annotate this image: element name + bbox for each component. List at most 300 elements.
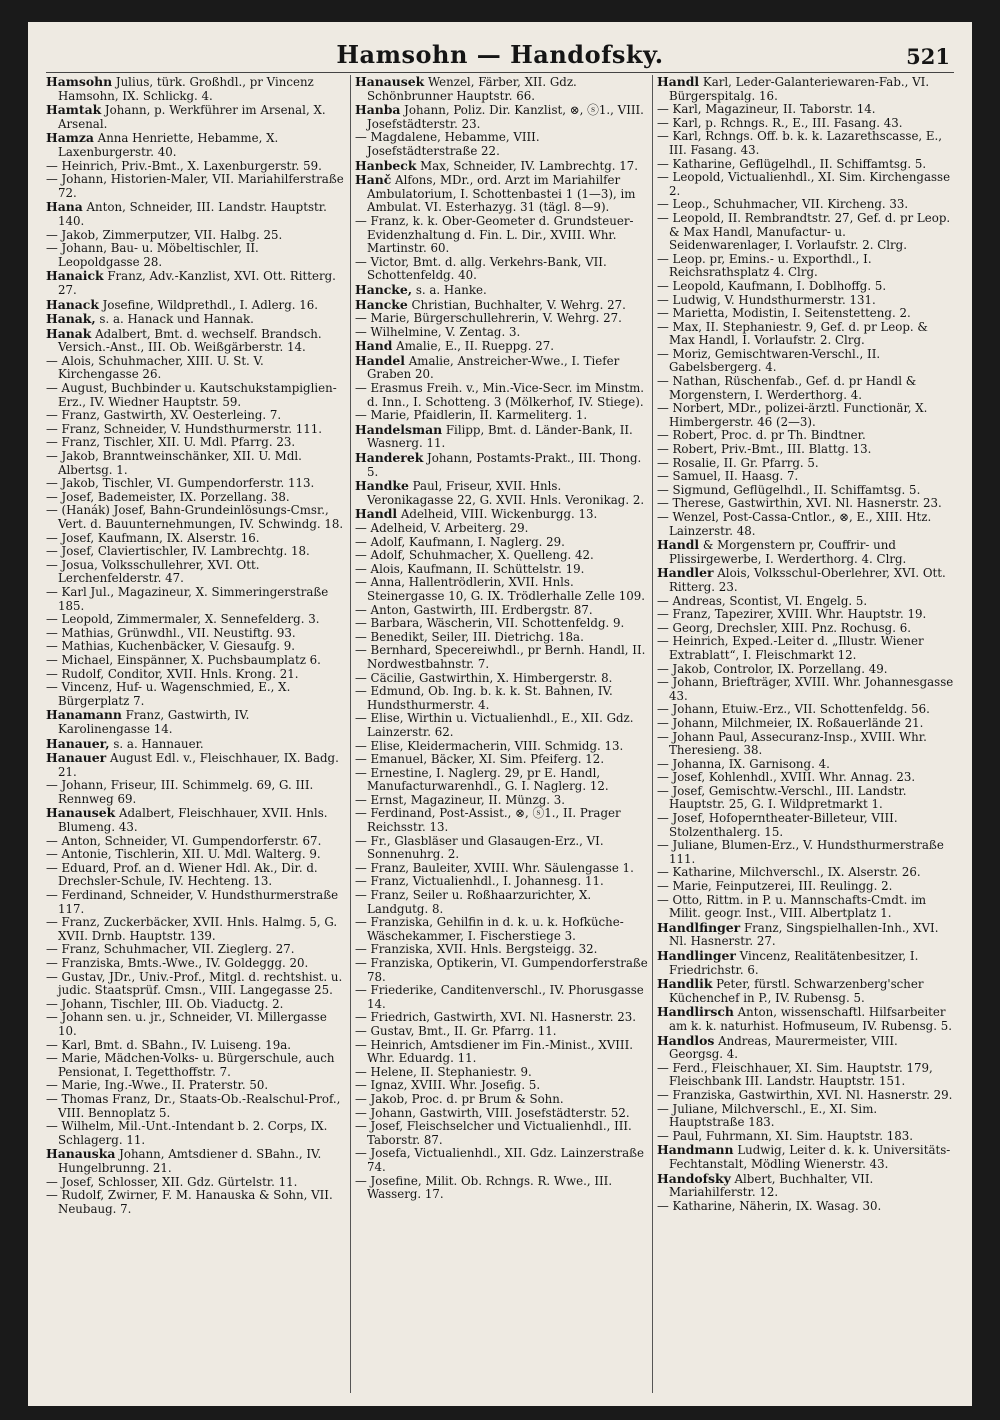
directory-entry (355, 753, 651, 767)
directory-entry (46, 751, 344, 779)
directory-entry (46, 75, 344, 103)
directory-entry (46, 613, 344, 627)
entry-text: — Katharine, Milchverschl., IX. Alserstr. 26. (657, 865, 921, 880)
directory-entry (657, 253, 955, 280)
directory-entry (355, 943, 651, 957)
directory-entry (657, 348, 955, 375)
entry-surname: Hanamann (46, 707, 122, 723)
directory-entry (657, 1062, 955, 1089)
entry-text: — Franziska, Bmts.-Wwe., IV. Goldeggg. 20. (46, 956, 309, 970)
entry-text: Paul, Friseur, XVII. Hnls. Veronikagasse 22, G. XVII. Hnls. Veronikag. 2. (367, 479, 645, 507)
entry-text: Julius, türk. Großhdl., pr Vincenz Hamsohn, IX. Schlickg. 4. (58, 75, 314, 103)
directory-entry (46, 423, 344, 437)
entry-text: Franz, Singspielhallen-Inh., XVI. Nl. Hasnerstr. 27. (669, 920, 939, 949)
directory-entry (355, 835, 651, 862)
directory-entry (355, 479, 651, 507)
directory-entry (46, 943, 344, 957)
entry-text: — Ernestine, I. Naglerg. 29, pr E. Handl, Manufacturwarenhdl., G. I. Naglerg. 12. (355, 765, 609, 794)
entry-text: — Rosalie, II. Gr. Pfarrg. 5. (657, 455, 819, 470)
entry-text: — Johann, Briefträger, XVIII. Whr. Johannesgasse 43. (657, 675, 954, 703)
entry-text: — Leopold, II. Rembrandtstr. 27, Gef. d. pr Leop. & Max Handl, Manufactur- u. Seidenwarenlager, I. Vorlaufstr. 2. Clrg. (657, 210, 951, 253)
directory-entry (657, 1034, 955, 1062)
entry-surname: Hancke (355, 296, 408, 312)
entry-text: — Karl, Magazineur, II. Taborstr. 14. (657, 102, 876, 117)
directory-entry (355, 889, 651, 916)
entry-text: — Marie, Ing.-Wwe., II. Praterstr. 50. (46, 1078, 269, 1093)
entry-text: — Johann, Bau- u. Möbeltischler, II. Leopoldgasse 28. (46, 241, 259, 269)
entry-text: — Franz, Seiler u. Roßhaarzurichter, X. Landgutg. 8. (355, 888, 592, 916)
directory-entry (657, 457, 955, 471)
entry-text: — Ferdinand, Post-Assist., ⊗, ⓢ1., II. Prager Reichsstr. 13. (355, 806, 621, 835)
entry-text: Alois, Volksschul-Oberlehrer, XVI. Ott. Ritterg. 23. (669, 566, 946, 594)
directory-entry (355, 283, 651, 298)
entry-surname: Handke (355, 478, 409, 494)
entry-text: Peter, fürstl. Schwarzenberg'scher Küchenchef in P., IV. Rubensg. 5. (669, 977, 924, 1005)
entry-text: — Robert, Proc. d. pr Th. Bindtner. (657, 428, 866, 443)
entry-text: — Heinrich, Amtsdiener im Fin.-Minist., XVIII. Whr. Eduardg. 11. (355, 1037, 633, 1066)
entry-text: — Adolf, Schuhmacher, X. Quelleng. 42. (355, 548, 594, 563)
entry-text: Karl, Leder-Galanteriewaren-Fab., VI. Bürgerspitalg. 16. (669, 75, 930, 103)
entry-text: — Antonie, Tischlerin, XII. U. Mdl. Walterg. 9. (46, 847, 321, 862)
directory-entry (46, 355, 344, 382)
directory-entry (657, 663, 955, 677)
directory-entry (355, 685, 651, 712)
directory-entry (657, 839, 955, 866)
entry-text: — Helene, II. Stephaniestr. 9. (355, 1064, 532, 1079)
directory-entry (657, 470, 955, 484)
directory-entry (355, 740, 651, 754)
directory-entry (355, 984, 651, 1011)
directory-entry (46, 848, 344, 862)
directory-entry (46, 1147, 344, 1175)
directory-entry (355, 604, 651, 618)
entry-text: — Marietta, Modistin, I. Seitenstetteng. 2. (657, 306, 911, 321)
entry-text: — Emanuel, Bäcker, XI. Sim. Pfeiferg. 12. (355, 752, 605, 767)
directory-entry (355, 916, 651, 943)
entry-text: — Josef, Fleischselcher und Victualienhdl., III. Taborstr. 87. (355, 1119, 632, 1147)
directory-entry (355, 563, 651, 577)
directory-entry (355, 644, 651, 671)
directory-entry (657, 812, 955, 839)
entry-text: — Ferd., Fleischhauer, XI. Sim. Hauptstr. 179, Fleischbank III. Landstr. Hauptstr. 151. (657, 1060, 933, 1089)
directory-entry (46, 327, 344, 355)
directory-entry (657, 622, 955, 636)
directory-entry (46, 382, 344, 409)
entry-surname: Handler (657, 565, 714, 581)
directory-entry (46, 504, 344, 531)
entry-text: — Johann, Etuiw.-Erz., VII. Schottenfeldg. 56. (657, 702, 930, 717)
entry-surname: Hamsohn (46, 75, 113, 89)
entry-surname: Hancke, (355, 281, 413, 297)
entry-text: — Anton, Gastwirth, III. Erdbergstr. 87. (355, 602, 593, 617)
entry-surname: Hanauer (46, 750, 107, 766)
directory-entry (657, 717, 955, 731)
entry-surname: Handmann (657, 1142, 734, 1158)
directory-entry (355, 617, 651, 631)
entry-text: — Josef, Hofoperntheater-Billeteur, VIII. Stolzenthalerg. 15. (657, 811, 898, 839)
entry-text: Vincenz, Realitätenbesitzer, I. Friedrichstr. 6. (669, 949, 919, 977)
entry-text: — Franz, Tischler, XII. U. Mdl. Pfarrg. 23. (46, 435, 296, 450)
directory-entry (46, 957, 344, 971)
directory-entry (46, 491, 344, 505)
directory-entry (657, 429, 955, 443)
entry-text: — Karl, Bmt. d. SBahn., IV. Luiseng. 19a. (46, 1037, 291, 1052)
entry-surname: Hanba (355, 102, 401, 118)
entry-text: — Rudolf, Zwirner, F. M. Hanauska & Sohn, VII. Neubaug. 7. (46, 1188, 333, 1216)
entry-surname: Handlfinger (657, 919, 741, 935)
directory-entry (355, 576, 651, 603)
entry-text: — Franziska, Optikerin, VI. Gumpendorferstraße 78. (355, 956, 648, 984)
directory-entry (355, 215, 651, 256)
entry-text: — Franz, k. k. Ober-Geometer d. Grundsteuer-Evidenzhaltung d. Fin. L. Dir., XVIII. Whr. Martinstr. 60. (355, 213, 634, 256)
directory-entry (46, 160, 344, 174)
entry-text: — Marie, Feinputzerei, III. Reulingg. 2. (657, 879, 893, 894)
directory-entry (355, 507, 651, 522)
directory-entry (46, 779, 344, 806)
directory-entry (657, 538, 955, 566)
entry-text: — Barbara, Wäscherin, VII. Schottenfeldg. 9. (355, 616, 625, 631)
directory-entry (355, 256, 651, 283)
directory-entry (46, 229, 344, 243)
entry-text: — Elise, Wirthin u. Victualienhdl., E., XII. Gdz. Lainzerstr. 62. (355, 711, 634, 739)
entry-text: Adelheid, VIII. Wickenburgg. 13. (397, 507, 598, 522)
directory-entry (657, 117, 955, 131)
directory-entry (46, 889, 344, 916)
entry-text: s. a. Hanack und Hannak. (95, 312, 254, 327)
directory-entry (355, 767, 651, 794)
directory-entry (46, 1039, 344, 1053)
directory-entry (657, 608, 955, 622)
entry-text: — Leopold, Kaufmann, I. Doblhoffg. 5. (657, 278, 887, 293)
entry-surname: Hanauska (46, 1146, 116, 1162)
entry-text: Christian, Buchhalter, V. Wehrg. 27. (407, 297, 626, 312)
directory-entry (46, 173, 344, 200)
entry-text: — Samuel, II. Haasg. 7. (657, 469, 799, 484)
directory-entry (657, 1103, 955, 1130)
entry-surname: Hamtak (46, 102, 102, 118)
entry-surname: Hamza (46, 130, 94, 146)
entry-text: — Michael, Einspänner, X. Puchsbaumplatz 6. (46, 652, 321, 667)
directory-entry (355, 875, 651, 889)
directory-entry (355, 298, 651, 313)
entry-text: — Ernst, Magazineur, II. Münzg. 3. (355, 792, 566, 807)
directory-entry (657, 321, 955, 348)
directory-entry (657, 894, 955, 921)
entry-surname: Hanausek (355, 75, 425, 89)
directory-entry (355, 807, 651, 834)
directory-entry (46, 627, 344, 641)
entry-text: — Johann, Milchmeier, IX. Roßauerlände 21. (657, 715, 924, 730)
directory-entry (355, 631, 651, 645)
entry-text: — Ludwig, V. Hundsthurmerstr. 131. (657, 292, 876, 307)
entry-text: — Jakob, Tischler, VI. Gumpendorferstr. 113. (46, 476, 315, 491)
entry-text: — Franziska, Gehilfin in d. k. u. k. Hofküche-Wäschekammer, I. Fischerstiege 3. (355, 915, 624, 943)
entry-text: — Jakob, Proc. d. pr Brum & Sohn. (355, 1091, 564, 1106)
entry-text: Franz, Gastwirth, IV. Karolinengasse 14. (58, 708, 250, 736)
entry-text: — Franz, Schneider, V. Hundsthurmerstr. 111. (46, 421, 323, 436)
directory-entry (355, 549, 651, 563)
directory-entry (355, 173, 651, 215)
entry-text: — Katharine, Geflügelhdl., II. Schiffamtsg. 5. (657, 156, 927, 171)
entry-surname: Handlirsch (657, 1004, 734, 1020)
entry-text: Franz, Adv.-Kanzlist, XVI. Ott. Ritterg. 27. (58, 269, 336, 297)
entry-text: — Elise, Kleidermacherin, VIII. Schmidg. 13. (355, 738, 624, 753)
directory-entry (657, 771, 955, 785)
directory-entry (46, 559, 344, 586)
directory-entry (46, 409, 344, 423)
directory-entry (46, 668, 344, 682)
entry-text: — Leopold, Victualienhdl., XI. Sim. Kirchengasse 2. (657, 170, 951, 198)
entry-text: — Eduard, Prof. an d. Wiener Hdl. Ak., Dir. d. Drechsler-Schule, IV. Hechteng. 13. (46, 860, 318, 889)
directory-entry (46, 131, 344, 159)
directory-entry (46, 586, 344, 613)
directory-entry (355, 382, 651, 409)
entry-text: — Heinrich, Exped.-Leiter d. „Illustr. Wiener Extrablatt“, I. Fleischmarkt 12. (657, 634, 924, 662)
directory-entry (355, 1079, 651, 1093)
entry-surname: Hanauer, (46, 735, 110, 751)
entry-surname: Hand (355, 338, 393, 354)
directory-entry (355, 326, 651, 340)
column-1 (46, 75, 344, 1393)
directory-entry (355, 423, 651, 451)
entry-text: — Otto, Rittm. in P. u. Mannschafts-Cmdt. im Milit. geogr. Inst., VIII. Albertplatz 1. (657, 892, 927, 921)
directory-entry (355, 536, 651, 550)
entry-text: — Johann, Historien-Maler, VII. Mariahilferstraße 72. (46, 172, 344, 200)
directory-entry (657, 880, 955, 894)
entry-text: Max, Schneider, IV. Lambrechtg. 17. (416, 158, 639, 173)
entry-text: — Karl Jul., Magazineur, X. Simmeringerstraße 185. (46, 584, 329, 613)
directory-entry (46, 998, 344, 1012)
entry-text: — Josefine, Milit. Ob. Rchngs. R. Wwe., III. Wasserg. 17. (355, 1173, 613, 1202)
directory-entry (46, 835, 344, 849)
entry-text: s. a. Hannauer. (109, 736, 204, 751)
directory-entry (355, 159, 651, 174)
entry-text: — Max, II. Stephaniestr. 9, Gef. d. pr Leop. & Max Handl, I. Vorlaufstr. 2. Clrg. (657, 319, 928, 348)
directory-entry (657, 280, 955, 294)
entry-text: — Leopold, Zimmermaler, X. Sennefelderg. 3. (46, 612, 320, 627)
directory-entry (355, 1175, 651, 1202)
entry-surname: Handl (657, 537, 700, 553)
column-3 (652, 75, 955, 1393)
entry-text: — Moriz, Gemischtwaren-Verschl., II. Gabelsbergerg. 4. (657, 346, 881, 375)
directory-entry (657, 1089, 955, 1103)
page-header (46, 38, 954, 72)
entry-text: Alfons, MDr., ord. Arzt im Mariahilfer Ambulatorium, I. Schottenbastei 1 (1—3), im Ambulat. VI. Esterhazyg. 31 (tägl. 8—9). (367, 173, 636, 215)
directory-entry (657, 402, 955, 429)
entry-text: Anton, Schneider, III. Landstr. Hauptstr. 140. (58, 200, 327, 228)
entry-text: — Johanna, IX. Garnisong. 4. (657, 756, 830, 771)
entry-text: — Karl, p. Rchngs. R., E., III. Fasang. 43. (657, 115, 903, 130)
entry-text: Anna Henriette, Hebamme, X. Laxenburgerstr. 40. (58, 131, 279, 159)
entry-text: — Franziska, Gastwirthin, XVI. Nl. Hasnerstr. 29. (657, 1087, 953, 1102)
entry-text: — Therese, Gastwirthin, XVI. Nl. Hasnerstr. 23. (657, 496, 942, 511)
directory-entry (657, 1143, 955, 1171)
entry-text: — Wilhelm, Mil.-Unt.-Intendant b. 2. Corps, IX. Schlagerg. 11. (46, 1119, 328, 1147)
directory-entry (46, 1052, 344, 1079)
entry-surname: Handlinger (657, 948, 736, 963)
entry-text: — Ferdinand, Schneider, V. Hundsthurmerstraße 117. (46, 888, 339, 916)
directory-entry (355, 312, 651, 326)
entry-text: Amalie, Anstreicher-Wwe., I. Tiefer Graben 20. (367, 353, 620, 382)
entry-surname: Hanack (46, 296, 99, 312)
entry-text: — Cäcilie, Gastwirthin, X. Himbergerstr. 8. (355, 670, 613, 685)
directory-entry (657, 443, 955, 457)
directory-entry (355, 1025, 651, 1039)
entry-text: — Sigmund, Geflügelhdl., II. Schiffamtsg. 5. (657, 482, 921, 497)
directory-entry (355, 1147, 651, 1174)
entry-text: — Bernhard, Specereiwhdl., pr Bernh. Handl, II. Nordwestbahnstr. 7. (355, 643, 646, 671)
directory-entry (46, 737, 344, 752)
directory-entry (657, 294, 955, 308)
directory-entry (355, 1120, 651, 1147)
directory-entry (46, 436, 344, 450)
entry-text: Johann, Amtsdiener d. SBahn., IV. Hungelbrunng. 21. (58, 1147, 322, 1175)
directory-entry (46, 312, 344, 327)
entry-text: — Franz, Tapezirer, XVIII. Whr. Hauptstr. 19. (657, 607, 927, 622)
directory-page (28, 22, 972, 1406)
directory-entry (355, 339, 651, 354)
directory-entry (657, 511, 955, 538)
directory-entry (46, 450, 344, 477)
directory-entry (657, 785, 955, 812)
directory-entry (657, 158, 955, 172)
entry-text: — Josef, Kohlenhdl., XVIII. Whr. Annag. 23. (657, 770, 916, 785)
entry-text: — Franziska, XVII. Hnls. Bergsteigg. 32. (355, 942, 598, 957)
directory-entry (657, 676, 955, 703)
entry-text: — Thomas Franz, Dr., Staats-Ob.-Realschul-Prof., VIII. Bennoplatz 5. (46, 1091, 341, 1120)
entry-text: — Josef, Gemischtw.-Verschl., III. Landstr. Hauptstr. 25, G. I. Wildpretmarkt 1. (657, 783, 907, 812)
directory-entry (657, 1172, 955, 1200)
directory-entry (46, 103, 344, 131)
entry-text: — Johann Paul, Assecuranz-Insp., XVIII. Whr. Theresieng. 38. (657, 729, 927, 758)
entry-text: — Juliane, Blumen-Erz., V. Hundsthurmerstraße 111. (657, 838, 944, 866)
directory-entry (46, 242, 344, 269)
entry-text: Josefine, Wildprethdl., I. Adlerg. 16. (98, 297, 319, 312)
directory-entry (657, 307, 955, 321)
directory-entry (46, 971, 344, 998)
entry-text: — Johann, Gastwirth, VIII. Josefstädterstr. 52. (355, 1105, 630, 1120)
directory-entry (355, 75, 651, 103)
directory-entry (657, 484, 955, 498)
entry-text: — Magdalene, Hebamme, VIII. Josefstädterstraße 22. (355, 130, 540, 158)
entry-text: — Heinrich, Priv.-Bmt., X. Laxenburgerstr. 59. (46, 158, 322, 173)
directory-entry (46, 477, 344, 491)
directory-entry (355, 672, 651, 686)
directory-entry (657, 103, 955, 117)
directory-entry (46, 1079, 344, 1093)
entry-text: — Marie, Bürgerschullehrerin, V. Wehrg. 27. (355, 311, 622, 326)
entry-surname: Handofsky (657, 1170, 731, 1186)
directory-entry (355, 794, 651, 808)
page-title: Hamsohn — Handofsky. (336, 40, 664, 69)
entry-text: — Anton, Schneider, VI. Gumpendorferstr. 67. (46, 833, 322, 848)
directory-entry (355, 354, 651, 382)
entry-text: — Johann sen. u. jr., Schneider, VI. Millergasse 10. (46, 1010, 327, 1038)
entry-text: — Franz, Gastwirth, XV. Oesterleing. 7. (46, 408, 282, 423)
entry-text: — Franz, Victualienhdl., I. Johannesg. 11. (355, 874, 604, 889)
entry-text: — Alois, Kaufmann, II. Schüttelstr. 19. (355, 561, 585, 576)
entry-text: — Friedrich, Gastwirth, XVI. Nl. Hasnerstr. 23. (355, 1010, 637, 1025)
directory-entry (46, 1189, 344, 1216)
entry-text: August Edl. v., Fleischhauer, IX. Badg. 21. (58, 751, 339, 779)
directory-entry (657, 595, 955, 609)
directory-entry (657, 635, 955, 662)
directory-entry (657, 212, 955, 253)
directory-entry (355, 1039, 651, 1066)
directory-entry (657, 866, 955, 880)
entry-text: Johann, Postamts-Prakt., III. Thong. 5. (367, 451, 642, 479)
entry-text: — Erasmus Freih. v., Min.-Vice-Secr. im Minstm. d. Inn., I. Schotteng. 3 (Mölkerhof, IV. Stiege). (355, 381, 645, 409)
entry-surname: Handerek (355, 450, 424, 466)
directory-entry (355, 1011, 651, 1025)
entry-text: — Josef, Schlosser, XII. Gdz. Gürtelstr. 11. (46, 1174, 298, 1189)
directory-entry (657, 171, 955, 198)
entry-text: Albert, Buchhalter, VII. Mariahilferstr. 12. (669, 1171, 874, 1200)
entry-text: — Mathias, Kuchenbäcker, V. Giesaufg. 9. (46, 639, 295, 654)
entry-surname: Handelsman (355, 421, 443, 437)
entry-text: — (Hanák) Josef, Bahn-Grundeinlösungs-Cmsr., Vert. d. Bauunternehmungen, IV. Schwindg. 18. (46, 503, 344, 531)
directory-entry (657, 1130, 955, 1144)
entry-text: Amalie, E., II. Rueppg. 27. (392, 339, 554, 354)
directory-entry (46, 681, 344, 708)
entry-text: — Josef, Claviertischler, IV. Lambrechtg. 18. (46, 544, 310, 559)
entry-text: Adalbert, Bmt. d. wechself. Brandsch. Versich.-Anst., III. Ob. Weißgärberstr. 14. (58, 326, 322, 355)
entry-text: — Josef, Bademeister, IX. Porzellang. 38. (46, 489, 290, 504)
entry-text: — Leop. pr, Emins.- u. Exporthdl., I. Reichsrathsplatz 4. Clrg. (657, 251, 872, 280)
directory-entry (46, 654, 344, 668)
directory-entry (657, 1005, 955, 1033)
entry-text: — Benedikt, Seiler, III. Dietrichg. 18a. (355, 629, 584, 644)
directory-entry (46, 1120, 344, 1147)
entry-text: — Gustav, JDr., Univ.-Prof., Mitgl. d. rechtshist. u. judic. Staatsprüf. Cmsn., VIII. Langegasse 25. (46, 969, 343, 998)
page-number: 521 (906, 44, 950, 69)
column-2 (350, 75, 651, 1393)
directory-entry (46, 640, 344, 654)
entry-text: — Robert, Priv.-Bmt., III. Blattg. 13. (657, 442, 872, 457)
directory-entry (355, 862, 651, 876)
entry-text: — Paul, Fuhrmann, XI. Sim. Hauptstr. 183. (657, 1128, 914, 1143)
directory-entry (657, 566, 955, 594)
entry-surname: Handl (355, 506, 398, 522)
entry-text: Ludwig, Leiter d. k. k. Universitäts-Fechtanstalt, Mödling Wienerstr. 43. (669, 1143, 951, 1171)
entry-text: — Victor, Bmt. d. allg. Verkehrs-Bank, VII. Schottenfeldg. 40. (355, 254, 607, 283)
entry-text: — Josef, Kaufmann, IX. Alserstr. 16. (46, 530, 260, 545)
directory-entry (46, 708, 344, 736)
entry-text: — Johann, Tischler, III. Ob. Viaductg. 2. (46, 996, 284, 1011)
directory-entry (355, 451, 651, 479)
directory-entry (355, 522, 651, 536)
directory-entry (657, 130, 955, 157)
directory-entry (46, 806, 344, 834)
entry-text: — Fr., Glasbläser und Glasaugen-Erz., VI. Sonnenuhrg. 2. (355, 833, 604, 862)
entry-text: — Juliane, Milchverschl., E., XI. Sim. Hauptstraße 183. (657, 1101, 878, 1130)
directory-entry (657, 198, 955, 212)
entry-text: — Adelheid, V. Arbeiterg. 29. (355, 521, 529, 535)
entry-text: — Jakob, Zimmerputzer, VII. Halbg. 25. (46, 227, 283, 242)
entry-text: Andreas, Maurermeister, VIII. Georgsg. 4. (669, 1033, 898, 1062)
entry-text: — Franz, Bauleiter, XVIII. Whr. Säulengasse 1. (355, 860, 634, 875)
entry-text: — Alois, Schuhmacher, XIII. U. St. V. Kirchengasse 26. (46, 353, 264, 382)
entry-text: — Johann, Friseur, III. Schimmelg. 69, G. III. Rennweg 69. (46, 778, 314, 806)
directory-entry (46, 1176, 344, 1190)
entry-text: — Josua, Volksschullehrer, XVI. Ott. Lerchenfelderstr. 47. (46, 557, 260, 586)
entry-surname: Hana (46, 199, 83, 215)
entry-text: — Marie, Mädchen-Volks- u. Bürgerschule, auch Pensionat, I. Tegetthoffstr. 7. (46, 1051, 335, 1079)
entry-text: Johann, p. Werkführer im Arsenal, X. Arsenal. (58, 103, 326, 131)
directory-entry (657, 921, 955, 949)
directory-entry (355, 712, 651, 739)
directory-entry (657, 375, 955, 402)
